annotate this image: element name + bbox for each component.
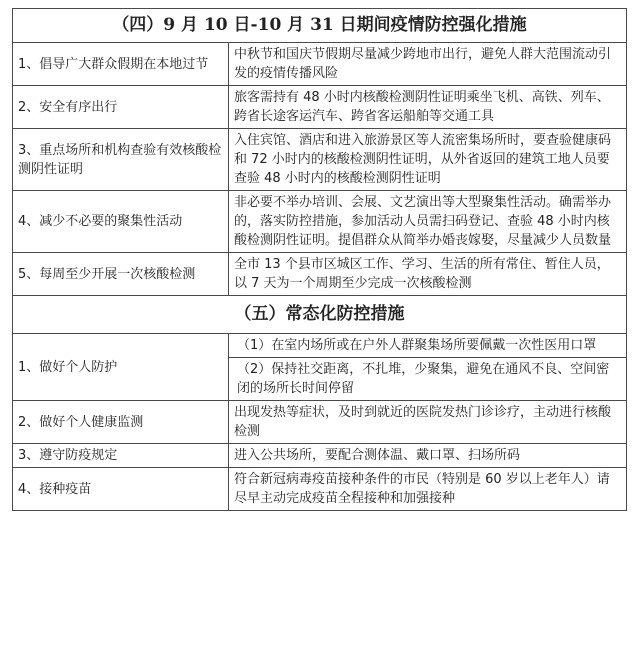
section-5-item-1: 1、做好个人防护: [13, 334, 229, 401]
section-5-detail-1b: （2）保持社交距离，不扎堆，少聚集，避免在通风不良、空间密闭的场所长时间停留: [229, 358, 627, 401]
section-4-item-5: 5、每周至少开展一次核酸检测: [13, 253, 229, 296]
section-5-item-4: 4、接种疫苗: [13, 468, 229, 511]
section-5-detail-2: 出现发热等症状，及时到就近的医院发热门诊诊疗，主动进行核酸检测: [229, 401, 627, 444]
section-4-item-2: 2、安全有序出行: [13, 86, 229, 129]
section-5-title: （五）常态化防控措施: [13, 296, 627, 334]
section-5-detail-1a: （1）在室内场所或在户外人群聚集场所要佩戴一次性医用口罩: [229, 334, 627, 358]
section-4-item-4: 4、减少不必要的聚集性活动: [13, 191, 229, 253]
section-4-title: （四）9 月 10 日-10 月 31 日期间疫情防控强化措施: [13, 9, 627, 43]
section-4-detail-2: 旅客需持有 48 小时内核酸检测阴性证明乘坐飞机、高铁、列车、跨省长途客运汽车、跨省客运船舶等交通工具: [229, 86, 627, 129]
section-4-detail-4: 非必要不举办培训、会展、文艺演出等大型聚集性活动。确需举办的，落实防控措施，参加活动人员需扫码登记、查验 48 小时内核酸检测阴性证明。提倡群众从简举办婚丧嫁娶，尽量减少人员数量: [229, 191, 627, 253]
section-5-detail-4: 符合新冠病毒疫苗接种条件的市民（特别是 60 岁以上老年人）请尽早主动完成疫苗全程接种和加强接种: [229, 468, 627, 511]
section-4-item-3: 3、重点场所和机构查验有效核酸检测阴性证明: [13, 129, 229, 191]
section-5-detail-3: 进入公共场所，要配合测体温、戴口罩、扫场所码: [229, 444, 627, 468]
measures-table: [12, 8, 627, 511]
section-5-item-3: 3、遵守防疫规定: [13, 444, 229, 468]
section-4-detail-3: 入住宾馆、酒店和进入旅游景区等人流密集场所时，要查验健康码和 72 小时内的核酸检测阴性证明，从外省返回的建筑工地人员要查验 48 小时内的核酸检测阴性证明: [229, 129, 627, 191]
section-4-detail-1: 中秋节和国庆节假期尽量减少跨地市出行，避免人群大范围流动引发的疫情传播风险: [229, 43, 627, 86]
section-4-item-1: 1、倡导广大群众假期在本地过节: [13, 43, 229, 86]
section-4-detail-5: 全市 13 个县市区城区工作、学习、生活的所有常住、暂住人员，以 7 天为一个周期至少完成一次核酸检测: [229, 253, 627, 296]
section-5-item-2: 2、做好个人健康监测: [13, 401, 229, 444]
